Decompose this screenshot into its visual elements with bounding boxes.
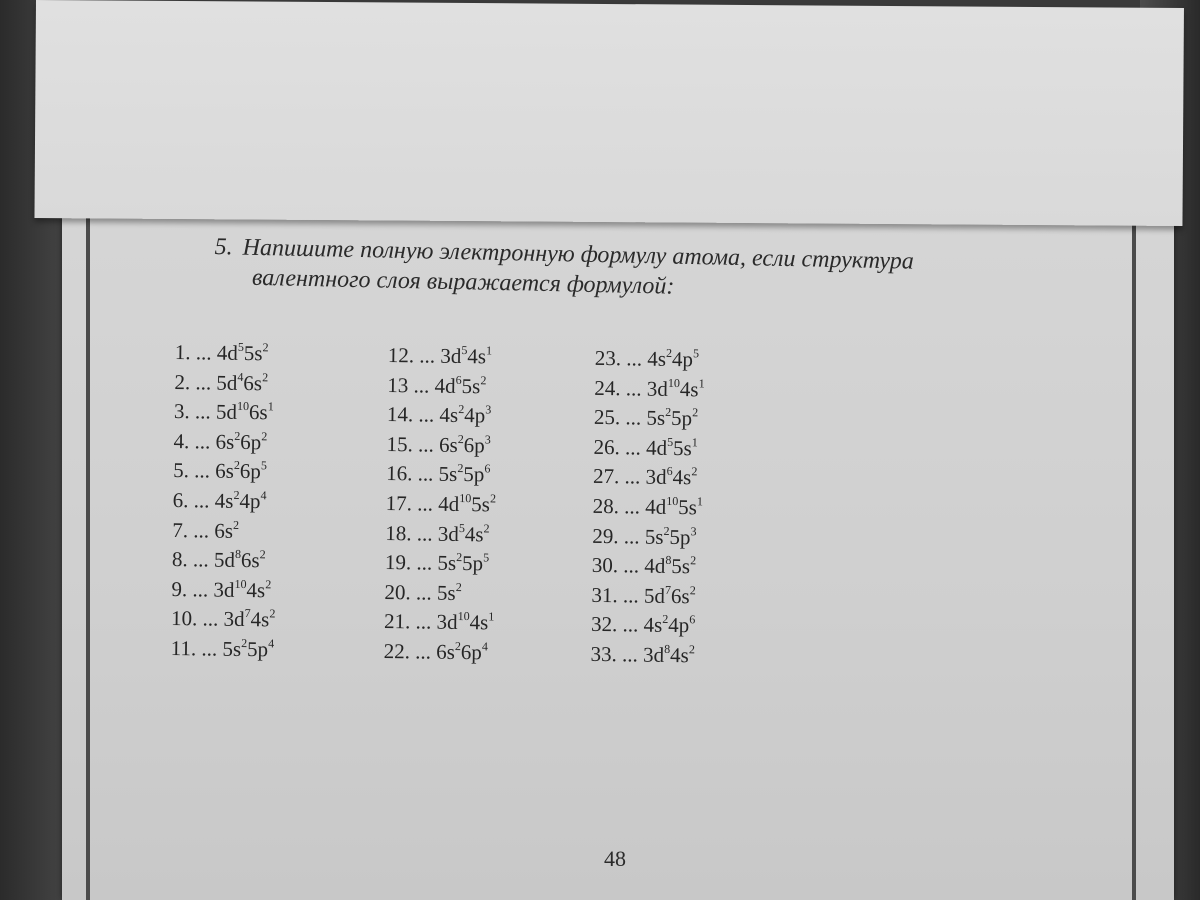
electron-formula: $4s^24p^3$	[439, 402, 492, 428]
electron-count: 4	[237, 369, 244, 384]
formula-column-3	[590, 346, 705, 673]
electron-count: 2	[457, 431, 464, 446]
electron-count: 2	[234, 428, 241, 443]
electron-formula: $5s^25p^4$	[222, 635, 275, 662]
formula-item-number: 26. ...	[593, 434, 647, 460]
electron-count: 2	[691, 464, 698, 479]
electron-formula: $4d^55s^2$	[216, 339, 269, 366]
formula-item-number: 19. ...	[384, 550, 438, 575]
formula-item-number: 8. ...	[171, 547, 215, 572]
electron-count: 2	[262, 369, 269, 384]
electron-count: 2	[692, 405, 699, 420]
formula-item-number: 3. ...	[173, 399, 217, 424]
electron-count: 7	[664, 582, 672, 597]
formula-item-number: 12. ...	[387, 342, 441, 368]
electron-count: 1	[267, 399, 274, 414]
formula-item	[592, 523, 703, 554]
electron-formula: $3d^84s^2$	[642, 641, 696, 668]
formula-item	[594, 405, 705, 436]
electron-formula: $6s^26p^5$	[215, 458, 268, 484]
overlapping-blank-sheet	[34, 0, 1183, 226]
electron-count: 2	[457, 461, 464, 476]
electron-formula: $4s^24p^6$	[643, 612, 696, 638]
electron-count: 2	[483, 520, 490, 535]
formula-item	[386, 432, 497, 463]
electron-formula: $4d^{10}5s^2$	[438, 490, 497, 517]
formula-item-number: 13 ...	[387, 372, 435, 398]
electron-count: 6	[689, 612, 696, 627]
formula-item	[593, 464, 704, 495]
electron-count: 2	[233, 458, 241, 473]
electron-count: 2	[262, 340, 269, 355]
electron-formula: $5s^25p^5$	[437, 550, 490, 576]
formula-item	[388, 343, 499, 374]
electron-count: 6	[484, 461, 491, 476]
formula-item-number: 1. ...	[174, 340, 217, 365]
formula-item-number: 18. ...	[385, 520, 438, 546]
formula-item-number: 4. ...	[173, 428, 216, 454]
formula-item	[174, 370, 279, 401]
electron-formula: $4d^65s^2$	[434, 372, 487, 398]
electron-formula: $5s^25p^3$	[644, 523, 697, 549]
electron-count: 2	[458, 402, 465, 417]
electron-formula: $4d^55s^1$	[645, 434, 698, 461]
formula-item	[172, 547, 277, 578]
electron-count: 1	[691, 435, 698, 450]
electron-count: 6	[666, 464, 673, 479]
electron-count: 8	[665, 553, 672, 568]
electron-count: 2	[688, 642, 696, 657]
electron-count: 2	[233, 487, 240, 502]
electron-count: 2	[269, 606, 276, 621]
electron-formula: $4d^85s^2$	[644, 553, 697, 579]
formula-item	[385, 550, 496, 581]
formula-item	[592, 494, 703, 525]
formula-item	[384, 609, 495, 640]
electron-count: 5	[237, 339, 245, 354]
electron-count: 3	[484, 432, 491, 447]
formula-item	[170, 636, 275, 667]
formula-item-number: 28. ...	[592, 493, 646, 519]
formula-item-number: 15. ...	[386, 431, 440, 457]
electron-count: 2	[689, 582, 696, 598]
electron-count: 10	[457, 609, 470, 624]
formula-item	[174, 399, 279, 430]
formula-item	[591, 583, 702, 614]
electron-count: 2	[665, 345, 673, 360]
formula-list	[170, 340, 775, 698]
electron-formula: $3d^74s^2$	[223, 606, 276, 632]
formula-item	[593, 435, 704, 466]
electron-count: 7	[244, 606, 251, 621]
task-number: 5.	[214, 233, 233, 261]
formula-item-number: 27. ...	[592, 464, 646, 489]
electron-formula: $4s^24p^4$	[214, 487, 267, 514]
task-text-line-1: Напишите полную электронную формулу атома, если структура	[242, 234, 915, 275]
electron-formula: $4d^{10}5s^1$	[645, 493, 704, 520]
formula-item	[384, 580, 495, 611]
electron-formula: $3d^54s^1$	[440, 343, 493, 369]
electron-formula: $6s^2$	[214, 517, 240, 543]
formula-item-number: 31. ...	[591, 582, 645, 608]
electron-formula: $6s^26p^3$	[438, 431, 491, 458]
formula-item	[592, 553, 703, 584]
electron-count: 2	[265, 577, 272, 592]
electron-count: 4	[260, 488, 267, 503]
electron-count: 2	[454, 638, 462, 653]
electron-count: 5	[458, 520, 466, 535]
formula-item-number: 20. ...	[384, 579, 438, 605]
formula-item-number: 10. ...	[170, 606, 224, 632]
electron-count: 4	[481, 639, 489, 654]
formula-item	[591, 612, 702, 643]
formula-item-number: 22. ...	[383, 638, 437, 664]
formula-item	[387, 373, 498, 404]
page-number: 48	[604, 846, 626, 871]
formula-item	[386, 461, 497, 492]
formula-item-number: 11. ...	[170, 635, 223, 661]
electron-count: 8	[664, 641, 671, 656]
formula-item-number: 2. ...	[174, 369, 217, 395]
electron-count: 2	[690, 553, 697, 568]
electron-count: 4	[268, 636, 275, 651]
formula-item	[171, 577, 276, 608]
electron-count: 5	[667, 434, 674, 449]
electron-formula: $6s^26p^4$	[436, 638, 489, 665]
formula-item	[383, 639, 494, 670]
page-margin-line-left	[86, 200, 90, 900]
electron-count: 10	[666, 493, 679, 509]
electron-count: 10	[667, 375, 681, 390]
formula-item	[173, 429, 278, 460]
electron-formula: $3d^{10}4s^1$	[436, 609, 495, 635]
formula-item	[385, 521, 496, 552]
electron-count: 3	[485, 402, 492, 417]
formula-item-number: 29. ...	[592, 523, 645, 549]
formula-item-number: 16. ...	[385, 461, 439, 487]
page-margin-line-right	[1132, 216, 1136, 900]
formula-item	[594, 375, 705, 406]
electron-formula: $3d^{10}4s^2$	[213, 576, 272, 603]
formula-item-number: 6. ...	[172, 487, 215, 513]
electron-formula: $3d^64s^2$	[645, 464, 698, 490]
formula-item-number: 5. ...	[173, 458, 216, 483]
electron-count: 2	[261, 428, 268, 444]
formula-item	[175, 340, 280, 371]
electron-formula: $4s^24p^5$	[647, 345, 700, 372]
electron-count: 2	[663, 523, 670, 538]
formula-item-number: 9. ...	[171, 576, 214, 602]
electron-count: 5	[483, 550, 490, 565]
electron-formula: $6s^26p^2$	[215, 428, 268, 454]
formula-item-number: 24. ...	[594, 375, 648, 401]
task-text-line-2: валентного слоя выражается формулой:	[251, 264, 675, 300]
electron-count: 2	[455, 579, 462, 594]
electron-count: 10	[459, 490, 472, 506]
electron-count: 10	[234, 576, 247, 591]
electron-count: 2	[259, 547, 266, 562]
electron-count: 2	[241, 635, 248, 650]
electron-count: 1	[698, 375, 705, 390]
electron-count: 1	[696, 494, 704, 509]
electron-count: 10	[236, 399, 250, 414]
electron-formula: $5s^25p^6$	[438, 461, 491, 487]
formula-column-1	[170, 340, 279, 667]
electron-count: 8	[234, 547, 242, 562]
formula-item-number: 23. ...	[594, 345, 648, 371]
electron-formula: $3d^{10}4s^1$	[646, 375, 705, 401]
electron-count: 3	[690, 523, 697, 538]
formula-item-number: 33. ...	[590, 641, 644, 667]
formula-column-2	[383, 343, 498, 670]
electron-count: 2	[480, 372, 487, 387]
formula-item-number: 21. ...	[383, 609, 437, 635]
formula-item-number: 7. ...	[172, 517, 215, 543]
electron-formula: $5d^46s^2$	[216, 369, 269, 395]
electron-count: 1	[488, 609, 495, 624]
formula-item	[173, 488, 278, 519]
formula-item	[172, 518, 277, 549]
formula-item-number: 14. ...	[386, 402, 440, 427]
electron-count: 6	[455, 372, 462, 387]
electron-count: 5	[461, 343, 468, 358]
formula-item	[173, 458, 278, 489]
formula-item-number: 25. ...	[593, 405, 647, 430]
electron-count: 2	[456, 550, 463, 565]
electron-formula: $5d^86s^2$	[213, 547, 266, 573]
electron-count: 1	[485, 343, 493, 358]
electron-formula: $5s^2$	[436, 579, 462, 605]
formula-item-number: 30. ...	[591, 553, 645, 578]
electron-formula: $3d^54s^2$	[437, 520, 490, 546]
formula-item-number: 17. ...	[385, 490, 439, 516]
formula-item	[387, 402, 498, 433]
formula-item	[171, 606, 276, 637]
electron-formula: $5d^76s^2$	[643, 582, 696, 608]
electron-formula: $5d^{10}6s^1$	[215, 399, 274, 425]
electron-count: 5	[692, 346, 700, 361]
formula-item-number: 32. ...	[590, 612, 644, 637]
electron-count: 2	[233, 517, 240, 532]
electron-count: 2	[489, 491, 497, 506]
electron-count: 2	[662, 612, 669, 627]
formula-item	[595, 346, 706, 377]
electron-count: 2	[665, 405, 672, 420]
formula-item	[386, 491, 497, 522]
formula-item	[590, 642, 701, 673]
electron-count: 5	[260, 458, 268, 473]
electron-formula: $5s^25p^2$	[646, 405, 699, 431]
